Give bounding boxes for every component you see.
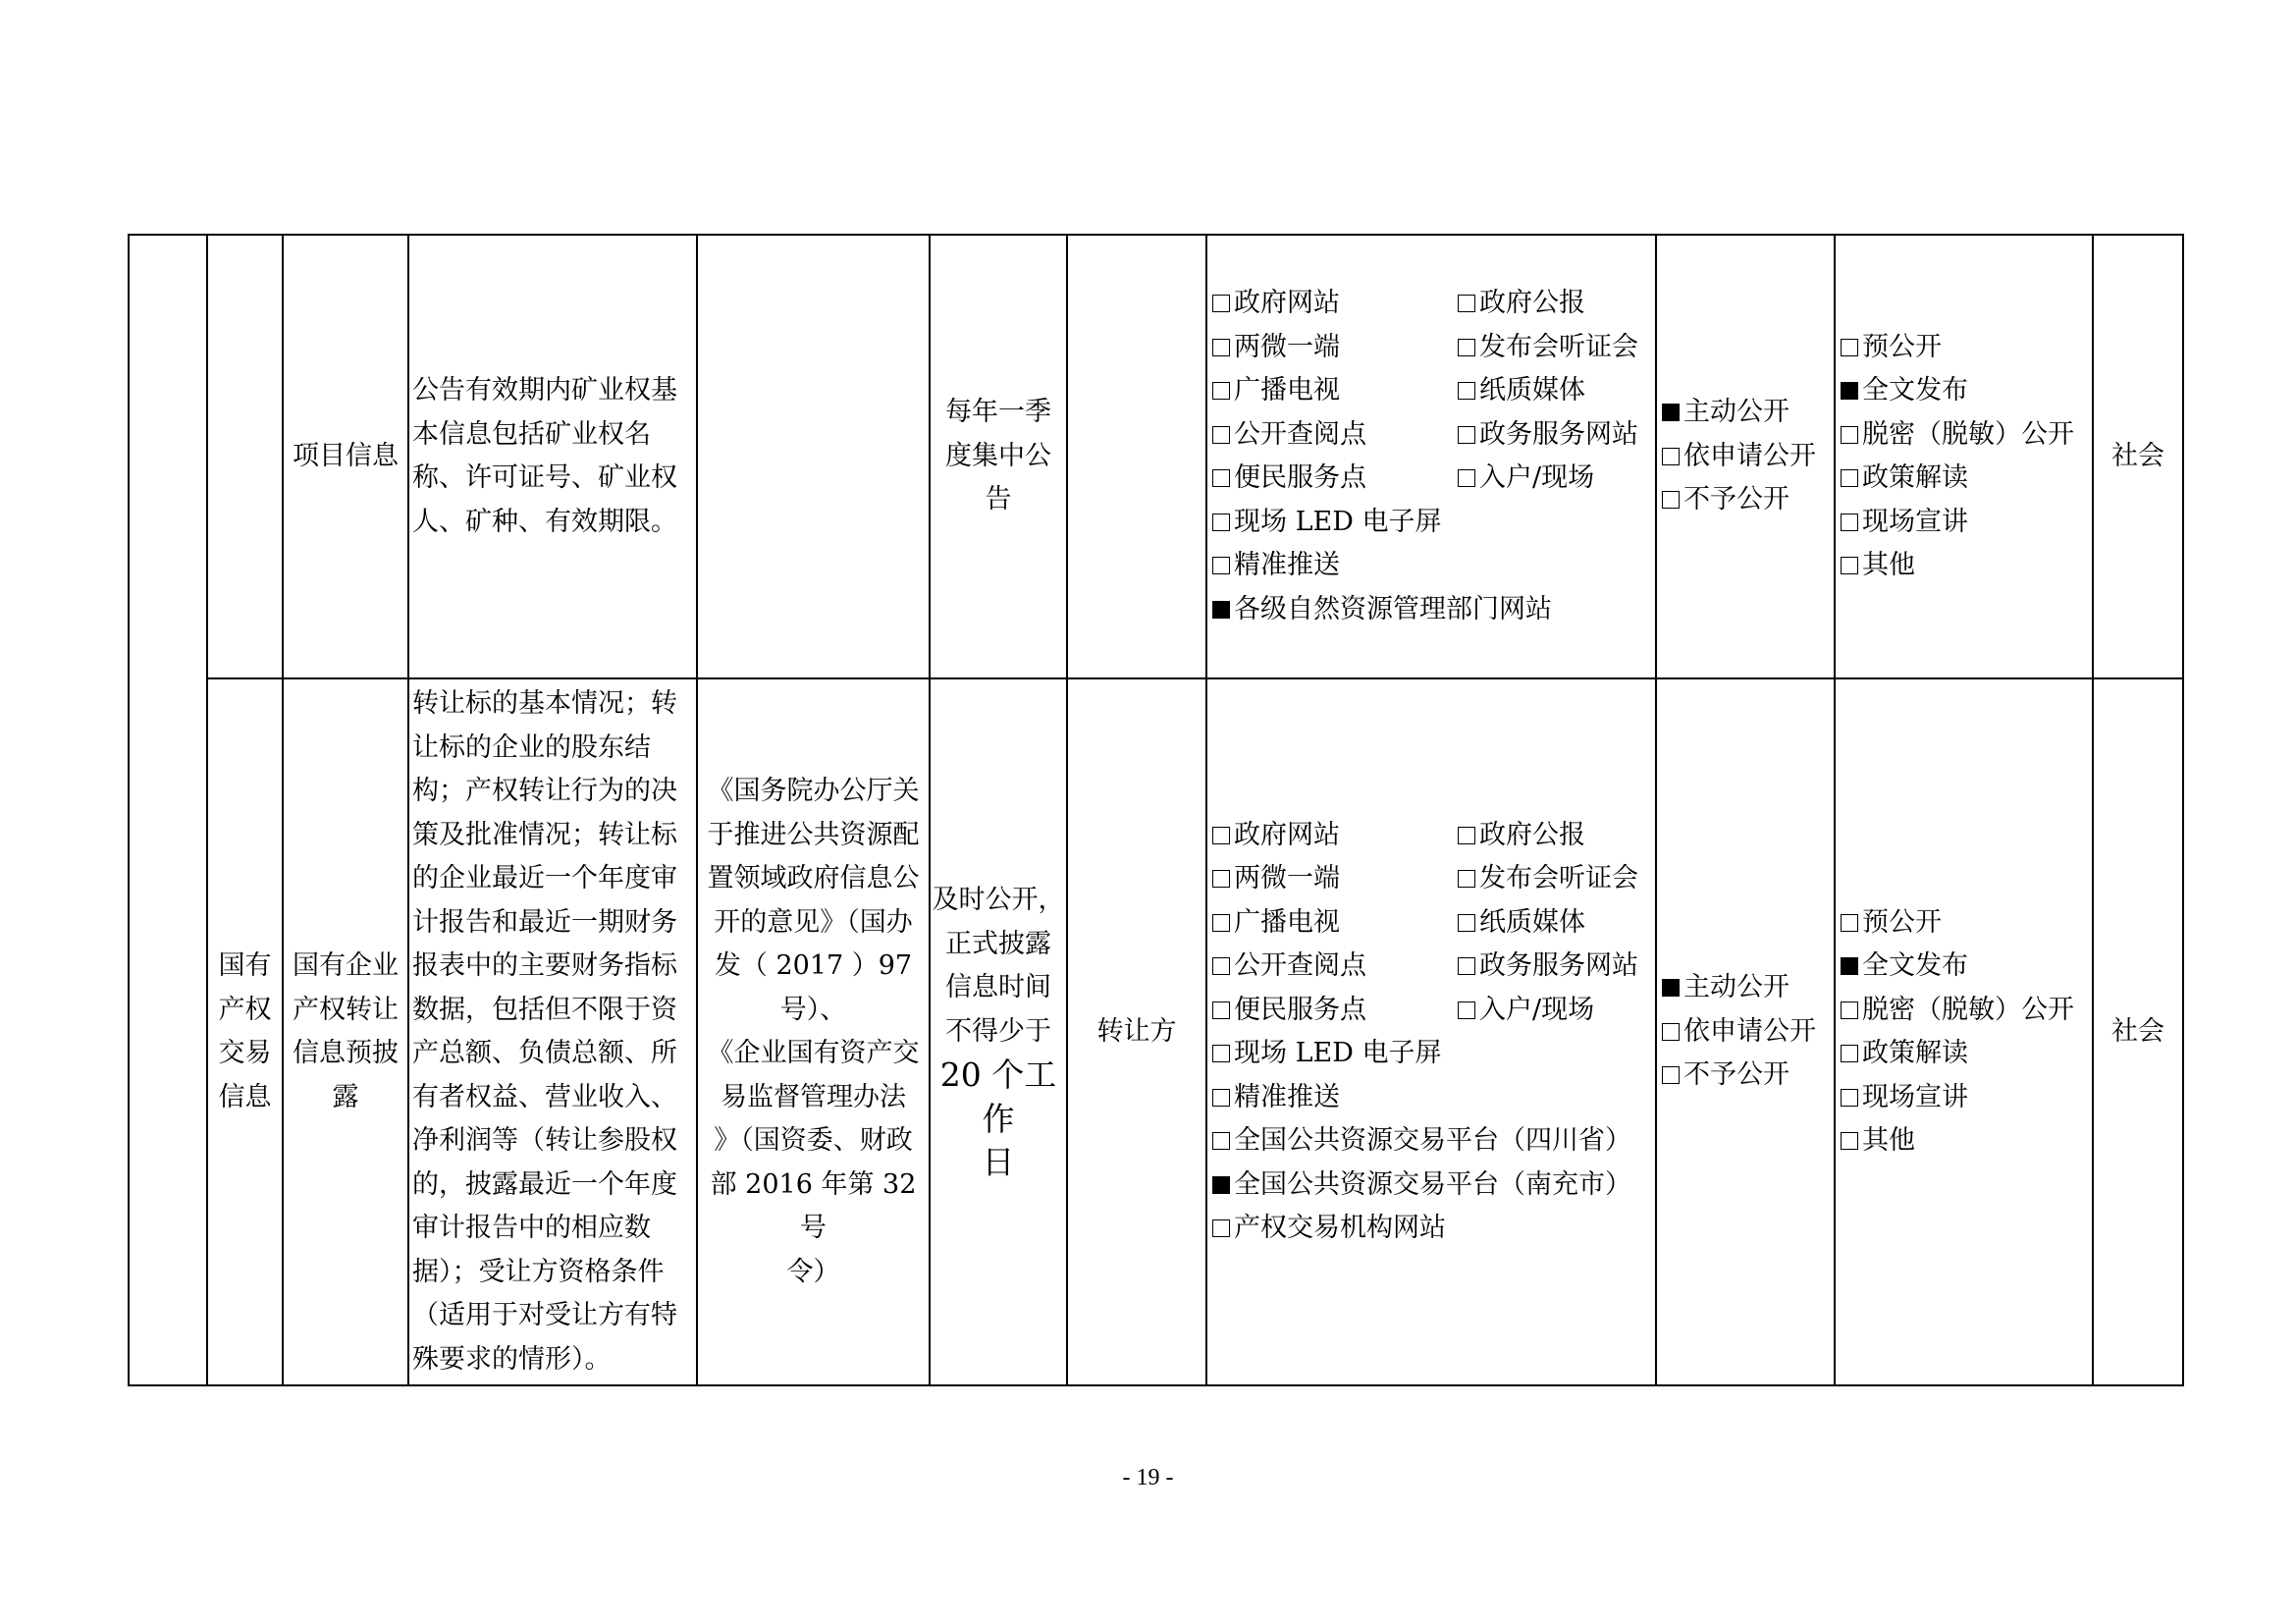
- text-line: 殊要求的情形）。: [412, 1343, 612, 1375]
- unchecked-box-icon: [1212, 827, 1230, 844]
- table-row: [129, 678, 2183, 1385]
- checkbox-item: [1841, 544, 2092, 588]
- channels-extra-list: [1207, 1032, 1655, 1251]
- unchecked-box-icon: [1458, 827, 1475, 844]
- scope-cell: 社会: [2093, 678, 2183, 1385]
- text-line: 令）: [786, 1256, 840, 1287]
- text-line: 据）；受让方资格条件: [412, 1256, 665, 1287]
- channels-cell: [1206, 235, 1656, 678]
- checkbox-label: 各级自然资源管理部门网站: [1234, 593, 1552, 624]
- timeline-days: [931, 1054, 1066, 1185]
- checkbox-item: [1458, 413, 1655, 458]
- text-line: 《企业国有资产交: [707, 1038, 920, 1068]
- unchecked-box-icon: [1212, 295, 1230, 312]
- text-line: 交易: [218, 1038, 272, 1068]
- form-cell: [1835, 678, 2093, 1385]
- mode-cell: [1656, 235, 1835, 678]
- unchecked-box-icon: [1212, 382, 1230, 400]
- checkbox-label: 公开查阅点: [1234, 950, 1366, 981]
- checkbox-label: 政务服务网站: [1479, 950, 1638, 981]
- checkbox-item: [1212, 457, 1458, 501]
- text-line: 产权转让: [293, 994, 399, 1025]
- checkbox-item: [1841, 945, 2092, 989]
- text-line: 露: [332, 1081, 359, 1112]
- unchecked-box-icon: [1458, 1001, 1475, 1019]
- checkbox-label: 不予公开: [1683, 1059, 1789, 1091]
- text-line: 信息预披: [293, 1038, 399, 1068]
- checkbox-item: [1212, 1119, 1655, 1164]
- checkbox-item: [1841, 326, 2092, 370]
- text-line: 数据，包括但不限于资: [412, 994, 677, 1025]
- text-line: 国有企业: [293, 950, 399, 981]
- checkbox-item: [1458, 457, 1655, 501]
- channels-grid: [1207, 814, 1655, 1033]
- checked-box-icon: [1841, 957, 1858, 975]
- unchecked-box-icon: [1662, 448, 1680, 465]
- unchecked-box-icon: [1662, 491, 1680, 509]
- checkbox-label: 入户/现场: [1479, 994, 1595, 1025]
- checkbox-label: 依申请公开: [1683, 1015, 1816, 1047]
- checkbox-label: 产权交易机构网站: [1234, 1213, 1446, 1243]
- unchecked-box-icon: [1841, 514, 1858, 531]
- checkbox-item: [1212, 413, 1458, 458]
- checkbox-item: [1662, 435, 1834, 479]
- unchecked-box-icon: [1212, 957, 1230, 975]
- subcategory-cell: 项目信息: [283, 235, 408, 678]
- table-row: [129, 235, 2183, 678]
- mode-cell: [1656, 678, 1835, 1385]
- text-line: 产权: [218, 994, 272, 1025]
- unchecked-box-icon: [1841, 1001, 1858, 1019]
- checkbox-label: 广播电视: [1234, 906, 1340, 938]
- checkbox-label: 精准推送: [1234, 1081, 1340, 1112]
- text-line: 发（ 2017 ）97 号）、: [714, 950, 913, 1025]
- text-line: 转让标的基本情况；转: [412, 688, 677, 719]
- checkbox-label: 便民服务点: [1234, 994, 1366, 1025]
- text-line: 《国务院办公厅关: [707, 776, 920, 806]
- category-cell: [207, 678, 283, 1385]
- checkbox-item: [1841, 1032, 2092, 1076]
- content-cell: 公告有效期内矿业权基本信息包括矿业权名称、许可证号、矿业权人、矿种、有效期限。: [408, 235, 697, 678]
- checkbox-label: 政府公报: [1479, 819, 1585, 850]
- text-line: 的企业最近一个年度审: [412, 863, 677, 893]
- timeline-text: [931, 879, 1066, 1054]
- checkbox-label: 政务服务网站: [1479, 418, 1638, 450]
- text-line: 于推进公共资源配: [707, 819, 920, 850]
- checkbox-label: 现场宣讲: [1862, 506, 1968, 537]
- content-cell: [408, 678, 697, 1385]
- checkbox-item: [1841, 369, 2092, 413]
- checkbox-label: 公开查阅点: [1234, 418, 1366, 450]
- text-line: （适用于对受让方有特: [412, 1300, 677, 1330]
- checkbox-item: [1212, 326, 1458, 370]
- text-line: 有者权益、营业收入、: [412, 1081, 677, 1112]
- timeline-cell: 每年一季度集中公告: [930, 235, 1067, 678]
- checkbox-item: [1212, 857, 1458, 901]
- subcategory-cell: [283, 678, 408, 1385]
- checkbox-item: [1212, 814, 1458, 858]
- checkbox-item: [1212, 1032, 1655, 1076]
- channels-extra-list: [1207, 501, 1655, 632]
- checkbox-label: 便民服务点: [1234, 462, 1366, 493]
- checkbox-item: [1841, 413, 2092, 458]
- checkbox-item: [1662, 391, 1834, 435]
- unchecked-box-icon: [1841, 557, 1858, 574]
- subject-cell: [1067, 235, 1206, 678]
- unchecked-box-icon: [1212, 557, 1230, 574]
- text-line: 正式披露: [945, 928, 1051, 959]
- checkbox-label: 全文发布: [1862, 950, 1968, 981]
- unchecked-box-icon: [1212, 514, 1230, 531]
- checkbox-item: [1212, 501, 1655, 545]
- checkbox-label: 政府网站: [1234, 288, 1340, 318]
- text-line: 及时公开，: [932, 885, 1065, 916]
- text-line: 置领域政府信息公: [707, 863, 920, 893]
- checkbox-item: [1458, 945, 1655, 989]
- unchecked-box-icon: [1841, 1089, 1858, 1107]
- text-line: 日: [982, 1143, 1015, 1182]
- checkbox-item: [1841, 457, 2092, 501]
- basis-cell: [697, 678, 930, 1385]
- checkbox-item: [1458, 369, 1655, 413]
- checkbox-label: 其他: [1862, 550, 1915, 580]
- unchecked-box-icon: [1841, 1132, 1858, 1150]
- checkbox-label: 现场 LED 电子屏: [1234, 506, 1442, 537]
- checkbox-item: [1212, 945, 1458, 989]
- unchecked-box-icon: [1458, 469, 1475, 487]
- basis-cell: [697, 235, 930, 678]
- unchecked-box-icon: [1662, 1023, 1680, 1041]
- checkbox-item: [1662, 1010, 1834, 1055]
- checkbox-item: [1662, 478, 1834, 522]
- text-line: 信息时间: [945, 972, 1051, 1003]
- checkbox-item: [1841, 1119, 2092, 1164]
- checked-box-icon: [1662, 404, 1680, 421]
- checkbox-item: [1212, 989, 1458, 1033]
- checked-box-icon: [1662, 979, 1680, 997]
- unchecked-box-icon: [1458, 295, 1475, 312]
- checkbox-label: 主动公开: [1683, 972, 1789, 1003]
- checkbox-label: 政策解读: [1862, 1038, 1968, 1068]
- checkbox-label: 纸质媒体: [1479, 906, 1585, 938]
- form-list: [1836, 901, 2092, 1164]
- unchecked-box-icon: [1458, 426, 1475, 444]
- unchecked-box-icon: [1662, 1066, 1680, 1084]
- checkbox-item: [1841, 901, 2092, 946]
- checkbox-label: 现场宣讲: [1862, 1081, 1968, 1112]
- checkbox-item: [1458, 989, 1655, 1033]
- checkbox-label: 两微一端: [1234, 863, 1340, 893]
- checkbox-item: [1841, 989, 2092, 1033]
- text-line: 》（国资委、财政: [714, 1125, 913, 1156]
- checkbox-item: [1458, 857, 1655, 901]
- text-line: 净利润等（转让参股权: [412, 1125, 677, 1156]
- checkbox-item: [1458, 282, 1655, 326]
- unchecked-box-icon: [1458, 914, 1475, 932]
- page-number: - 19 -: [1122, 1465, 1174, 1490]
- checkbox-label: 主动公开: [1683, 397, 1789, 428]
- checkbox-label: 发布会听证会: [1479, 331, 1638, 362]
- unchecked-box-icon: [1212, 339, 1230, 356]
- text-line: 开的意见》（国办: [714, 906, 913, 938]
- checkbox-label: 现场 LED 电子屏: [1234, 1038, 1442, 1068]
- checkbox-label: 两微一端: [1234, 331, 1340, 362]
- text-line: 报表中的主要财务指标: [412, 950, 677, 981]
- checkbox-label: 全文发布: [1862, 375, 1968, 406]
- unchecked-box-icon: [1841, 914, 1858, 932]
- text-line: 产总额、负债总额、所: [412, 1038, 677, 1068]
- checkbox-item: [1212, 1207, 1655, 1251]
- checkbox-item: [1662, 966, 1834, 1010]
- checkbox-label: 精准推送: [1234, 550, 1340, 580]
- unchecked-box-icon: [1841, 339, 1858, 356]
- checked-box-icon: [1212, 1176, 1230, 1194]
- checkbox-label: 广播电视: [1234, 375, 1340, 406]
- unchecked-box-icon: [1458, 339, 1475, 356]
- checkbox-item: [1841, 1076, 2092, 1120]
- checkbox-item: [1212, 901, 1458, 946]
- unchecked-box-icon: [1212, 870, 1230, 888]
- checkbox-label: 入户/现场: [1479, 462, 1595, 493]
- checkbox-label: 政府网站: [1234, 819, 1340, 850]
- checkbox-label: 政府公报: [1479, 288, 1585, 318]
- text-line: 国有: [218, 950, 272, 981]
- text-line: 策及批准情况；转让标: [412, 819, 677, 850]
- text-line: 不得少于: [945, 1015, 1051, 1047]
- checkbox-label: 依申请公开: [1683, 440, 1816, 471]
- text-line: 审计报告中的相应数: [412, 1213, 651, 1243]
- checkbox-label: 不予公开: [1683, 484, 1789, 515]
- checkbox-label: 政策解读: [1862, 462, 1968, 493]
- unchecked-box-icon: [1212, 1219, 1230, 1237]
- checkbox-item: [1212, 544, 1655, 588]
- text-line: 信息: [218, 1081, 272, 1112]
- checkbox-label: 预公开: [1862, 331, 1942, 362]
- unchecked-box-icon: [1841, 426, 1858, 444]
- checkbox-item: [1458, 814, 1655, 858]
- checkbox-item: [1212, 1164, 1655, 1208]
- checkbox-item: [1212, 369, 1458, 413]
- form-list: [1836, 326, 2092, 588]
- checkbox-item: [1458, 326, 1655, 370]
- unchecked-box-icon: [1212, 426, 1230, 444]
- form-cell: [1835, 235, 2093, 678]
- checkbox-item: [1212, 282, 1458, 326]
- checkbox-label: 预公开: [1862, 906, 1942, 938]
- unchecked-box-icon: [1212, 1001, 1230, 1019]
- mode-list: [1657, 391, 1834, 522]
- text-line: 20 个工作: [939, 1056, 1057, 1138]
- unchecked-box-icon: [1458, 957, 1475, 975]
- channels-cell: [1206, 678, 1656, 1385]
- checkbox-item: [1841, 501, 2092, 545]
- unchecked-box-icon: [1458, 870, 1475, 888]
- timeline-cell: [930, 678, 1067, 1385]
- text-line: 易监督管理办法: [721, 1081, 906, 1112]
- checkbox-label: 脱密（脱敏）公开: [1862, 994, 2074, 1025]
- checkbox-label: 纸质媒体: [1479, 375, 1585, 406]
- checkbox-item: [1212, 588, 1655, 632]
- checkbox-label: 全国公共资源交易平台（四川省）: [1234, 1125, 1631, 1156]
- text-line: 计报告和最近一期财务: [412, 906, 677, 938]
- unchecked-box-icon: [1458, 382, 1475, 400]
- mode-list: [1657, 966, 1834, 1098]
- subject-cell: 转让方: [1067, 678, 1206, 1385]
- checkbox-item: [1212, 1076, 1655, 1120]
- unchecked-box-icon: [1841, 469, 1858, 487]
- unchecked-box-icon: [1212, 1132, 1230, 1150]
- unchecked-box-icon: [1212, 469, 1230, 487]
- index-cell: [129, 235, 207, 1385]
- unchecked-box-icon: [1212, 1089, 1230, 1107]
- checkbox-item: [1662, 1054, 1834, 1098]
- scope-cell: 社会: [2093, 235, 2183, 678]
- text-line: 让标的企业的股东结: [412, 731, 651, 763]
- checkbox-label: 发布会听证会: [1479, 863, 1638, 893]
- checkbox-item: [1458, 901, 1655, 946]
- checkbox-label: 其他: [1862, 1125, 1915, 1156]
- checkbox-label: 全国公共资源交易平台（南充市）: [1234, 1168, 1631, 1200]
- channels-grid: [1207, 282, 1655, 501]
- category-cell: [207, 235, 283, 678]
- text-line: 的，披露最近一个年度: [412, 1168, 677, 1200]
- text-line: 构；产权转让行为的决: [412, 776, 677, 806]
- disclosure-table: [128, 234, 2184, 1386]
- unchecked-box-icon: [1212, 1045, 1230, 1062]
- text-line: 部 2016 年第 32 号: [710, 1168, 917, 1243]
- unchecked-box-icon: [1212, 914, 1230, 932]
- checked-box-icon: [1212, 601, 1230, 619]
- checked-box-icon: [1841, 382, 1858, 400]
- checkbox-label: 脱密（脱敏）公开: [1862, 418, 2074, 450]
- unchecked-box-icon: [1841, 1045, 1858, 1062]
